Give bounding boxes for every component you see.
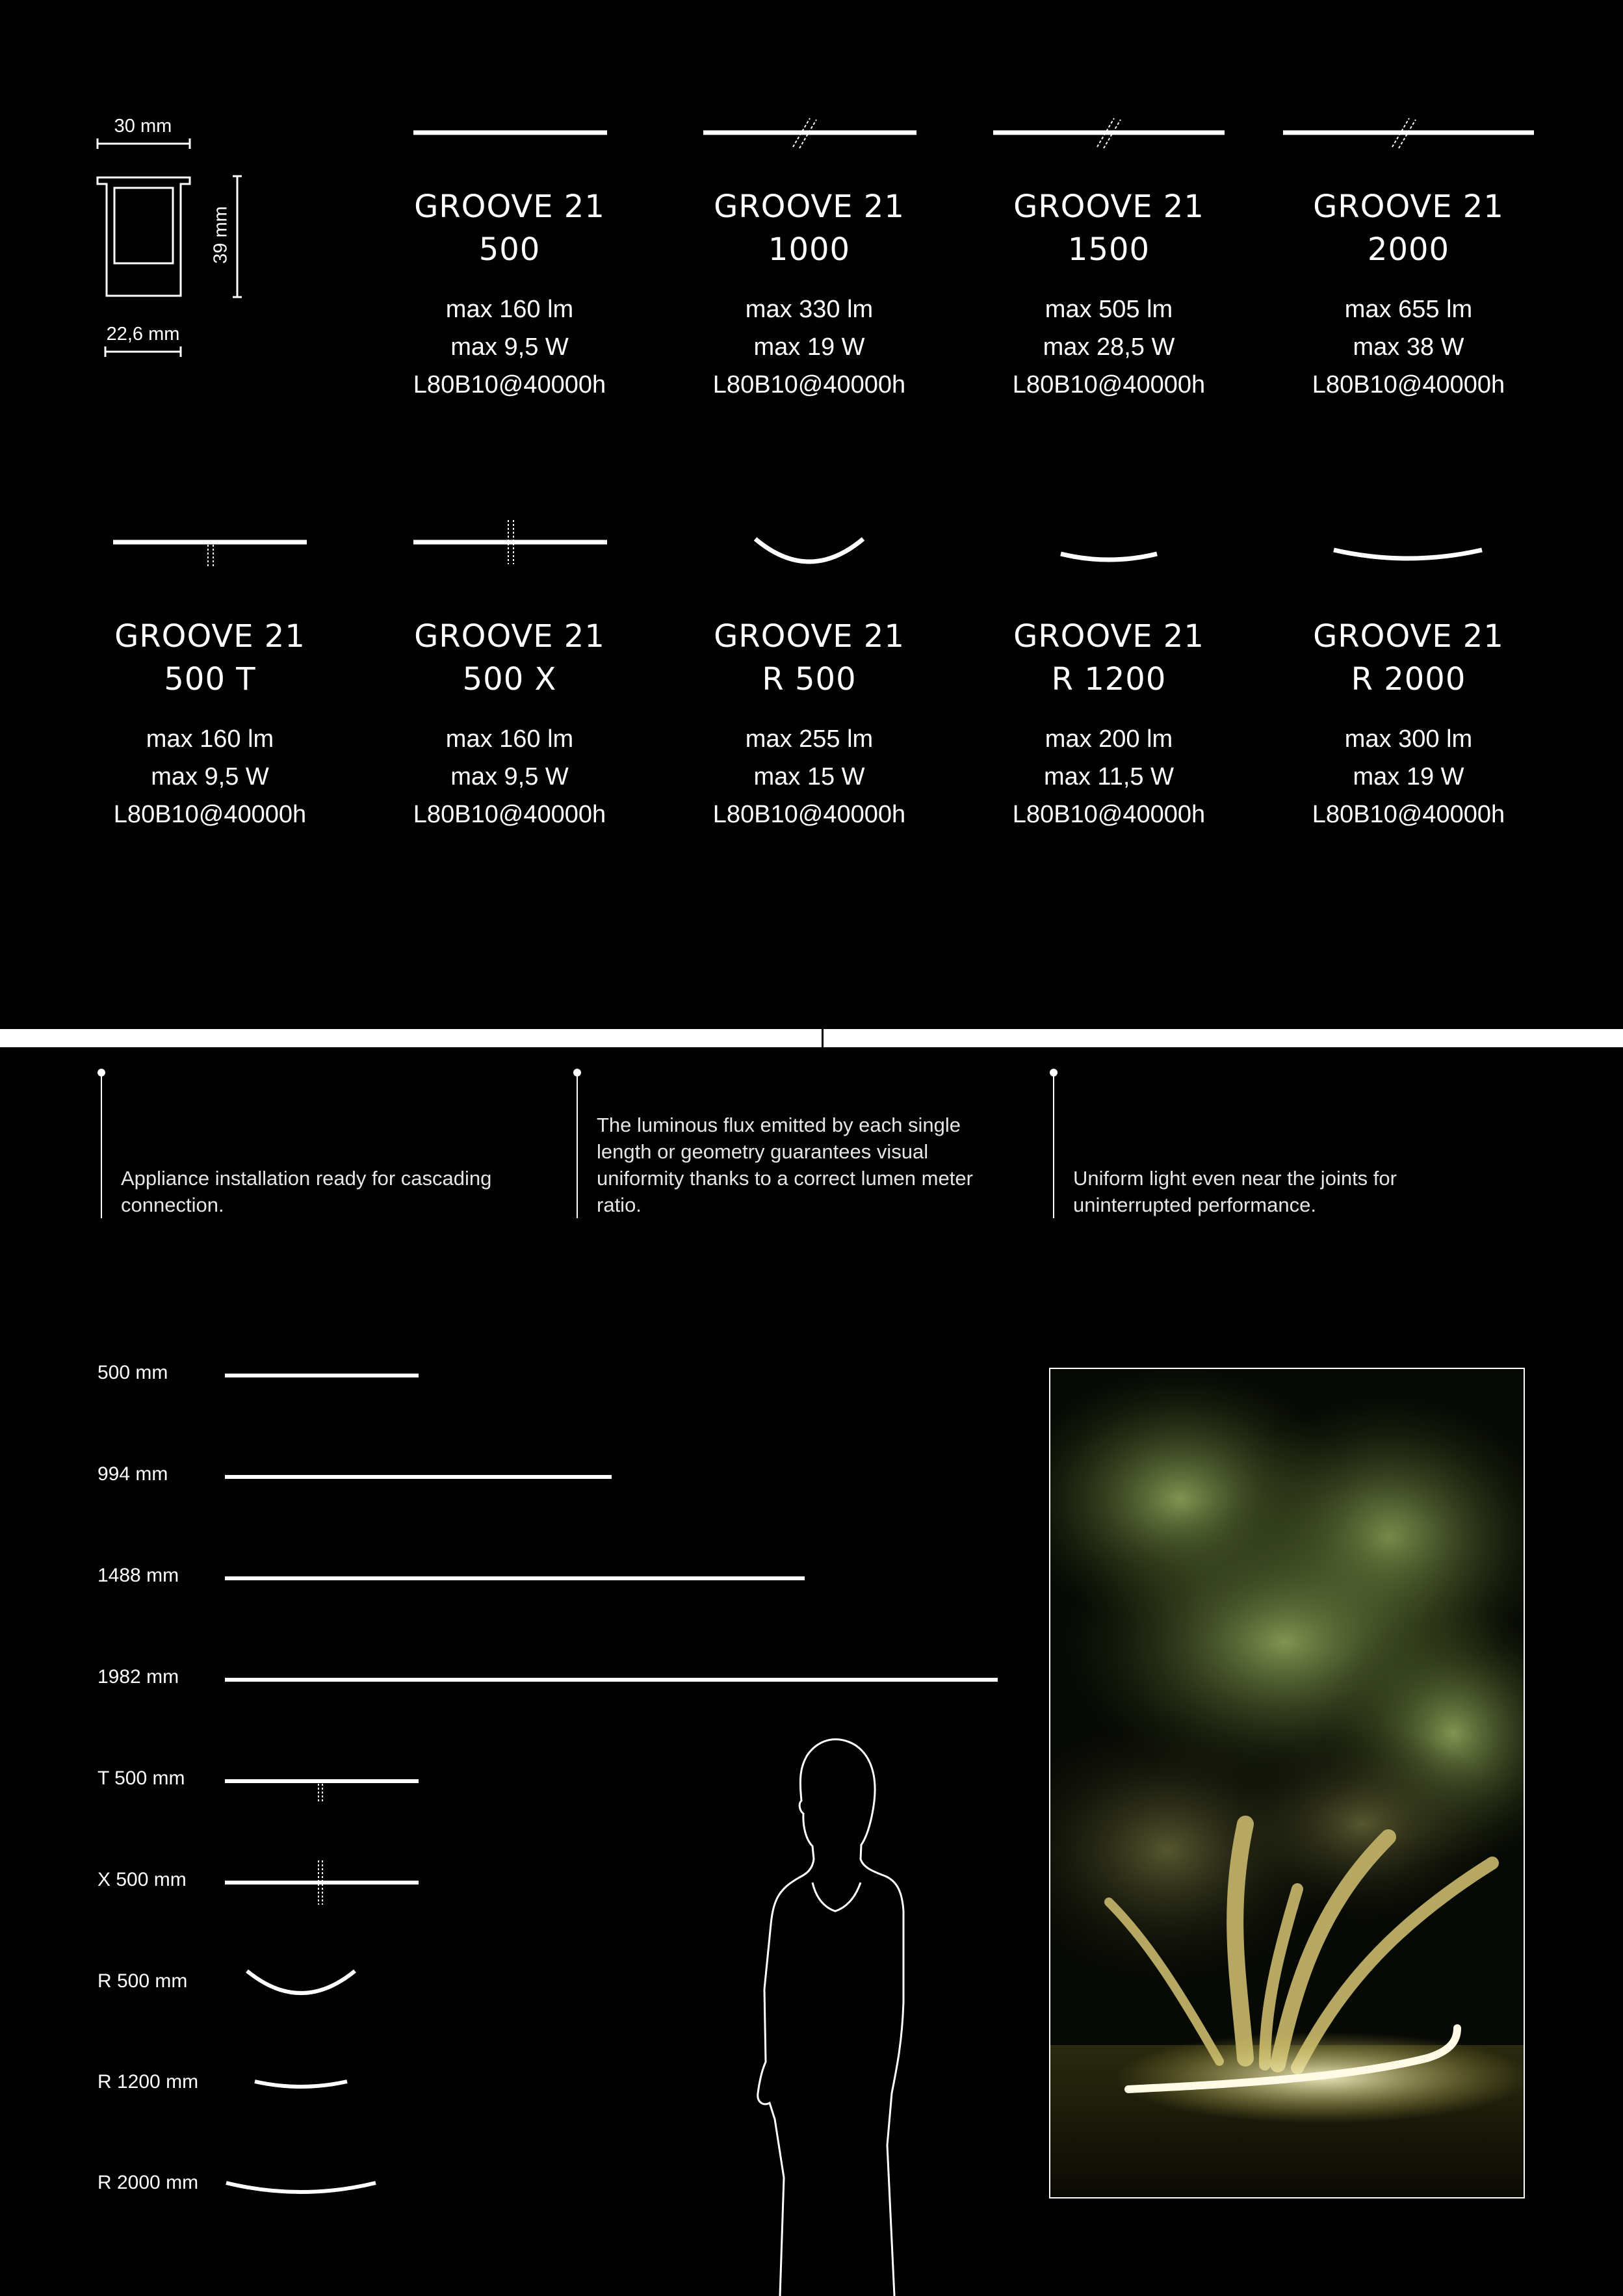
product-icon-1000 [702,111,923,156]
product-lifetime: L80B10@40000h [413,371,606,398]
feature-pin-icon [573,1069,581,1076]
product-name: GROOVE 21 [1013,189,1204,225]
profile-width-top-label: 30 mm [114,116,172,137]
feature-stem [101,1076,102,1218]
feature-stem [1053,1076,1054,1218]
product-name: GROOVE 21 [114,618,305,655]
length-label-r-2000: R 2000 mm [97,2172,199,2193]
product-name: GROOVE 21 [1313,618,1504,655]
product-flux: max 200 lm [1045,725,1173,753]
product-power: max 9,5 W [450,763,569,790]
product-name: GROOVE 21 [714,618,905,655]
feature-text: Uniform light even near the joints for uninterrupted performance. [1073,1167,1397,1216]
product-variant: R 2000 [1351,661,1466,698]
product-groove-21-r-500 [679,615,939,833]
product-variant: R 500 [762,661,857,698]
product-power: max 9,5 W [151,763,269,790]
product-flux: max 505 lm [1045,296,1173,323]
product-icon-r-500 [747,530,871,569]
feature-cascading [97,1069,494,1251]
length-label-994: 994 mm [97,1463,168,1485]
product-flux: max 255 lm [745,725,874,753]
product-lifetime: L80B10@40000h [113,801,307,828]
length-label-1488: 1488 mm [97,1565,179,1586]
feature-stem [577,1076,578,1218]
product-power: max 19 W [753,333,865,361]
length-label-x-500: X 500 mm [97,1869,187,1890]
product-lifetime: L80B10@40000h [413,801,606,828]
product-power: max 28,5 W [1043,333,1175,361]
product-flux: max 160 lm [445,296,574,323]
product-icon-r-2000 [1330,541,1486,567]
profile-width-bottom-label: 22,6 mm [106,324,180,345]
product-groove-21-500 [380,185,640,404]
length-label-t-500: T 500 mm [97,1768,185,1789]
product-flux: max 160 lm [146,725,274,753]
photo-illustration [1050,1369,1524,2197]
length-arc-r-500 [247,1971,355,1993]
product-name: GROOVE 21 [414,189,605,225]
product-groove-21-500-t [80,615,340,833]
profile-height-label: 39 mm [210,206,231,264]
product-variant: 500 [478,231,541,268]
product-power: max 15 W [753,763,865,790]
product-groove-21-2000 [1279,185,1539,404]
product-flux: max 160 lm [445,725,574,753]
feature-uniformity [573,1069,973,1251]
product-power: max 11,5 W [1044,763,1174,790]
feature-pin-icon [1050,1069,1058,1076]
product-lifetime: L80B10@40000h [1312,801,1505,828]
product-lifetime: L80B10@40000h [1012,801,1206,828]
product-groove-21-1500 [979,185,1239,404]
product-name: GROOVE 21 [714,189,905,225]
product-name: GROOVE 21 [1313,189,1504,225]
product-variant: 2000 [1367,231,1450,268]
product-groove-21-r-2000 [1279,615,1539,833]
product-variant: 500 T [164,661,256,698]
profile-section-icon [91,127,247,358]
product-lifetime: L80B10@40000h [1012,371,1206,398]
length-label-1982: 1982 mm [97,1666,179,1688]
product-groove-21-1000 [679,185,939,404]
length-label-500: 500 mm [97,1362,168,1383]
product-icon-r-1200 [1057,543,1161,569]
product-flux: max 300 lm [1344,725,1473,753]
product-power: max 38 W [1353,333,1464,361]
product-variant: R 1200 [1051,661,1167,698]
length-label-r-500: R 500 mm [97,1970,188,1992]
feature-pin-icon [97,1069,105,1076]
product-power: max 9,5 W [450,333,569,361]
product-variant: 1000 [768,231,851,268]
joint-mark-icon [318,1784,322,1803]
product-groove-21-500-x [380,615,640,833]
installation-photo [1049,1368,1525,2198]
product-flux: max 330 lm [745,296,874,323]
feature-text: The luminous flux emitted by each single length or geometry guarantees visual uniformity thanks to a correct lumen meter ratio. [597,1114,973,1216]
product-icon-500 [409,117,611,150]
product-variant: 500 X [462,661,557,698]
product-icon-1500 [992,111,1226,156]
product-icon-2000 [1282,111,1535,156]
section-divider-band [0,1029,1623,1047]
product-power: max 19 W [1353,763,1464,790]
length-arc-r-1200 [255,2081,347,2087]
product-lifetime: L80B10@40000h [1312,371,1505,398]
product-flux: max 655 lm [1344,296,1473,323]
product-lifetime: L80B10@40000h [712,371,906,398]
product-icon-500-t [110,520,312,572]
section-divider-gap [822,1029,824,1047]
product-lifetime: L80B10@40000h [712,801,906,828]
product-name: GROOVE 21 [414,618,605,655]
product-variant: 1500 [1067,231,1150,268]
product-name: GROOVE 21 [1013,618,1204,655]
feature-text: Appliance installation ready for cascading connection. [121,1167,492,1216]
length-arc-r-2000 [226,2183,376,2192]
human-silhouette-icon [702,1729,916,2296]
length-label-r-1200: R 1200 mm [97,2071,199,2093]
product-groove-21-r-1200 [979,615,1239,833]
product-icon-500-x [411,517,612,569]
feature-joints [1050,1069,1446,1251]
